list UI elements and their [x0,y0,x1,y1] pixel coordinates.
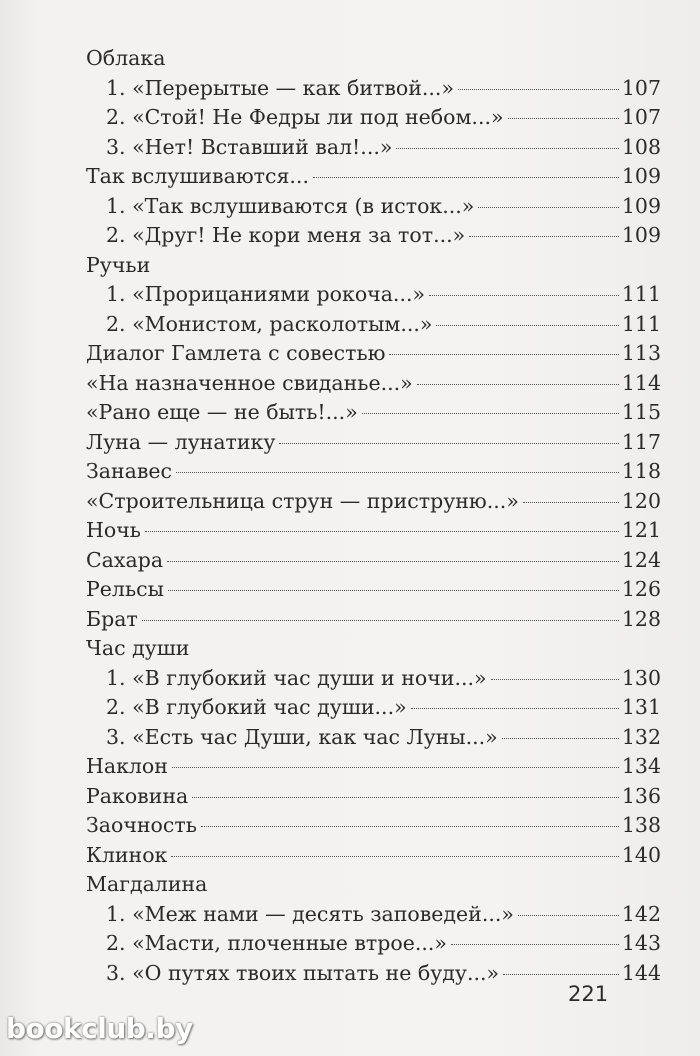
dot-leader [171,856,618,857]
dot-leader [362,413,619,414]
toc-entry-title: 2. «Масти, плоченные втрое...» [106,931,447,955]
toc-entry-page: 118 [621,459,661,483]
toc-entry-title: Занавес [86,459,173,483]
dot-leader [417,384,619,385]
toc-entry [86,870,661,900]
toc-entry-page: 108 [621,134,661,159]
toc-entry-page: 144 [621,960,661,985]
toc-subentry [86,723,661,753]
toc-entry [86,546,661,576]
toc-entry-title: Так вслушиваются... [86,164,309,188]
toc-entry [86,516,661,546]
toc-entry-title: Клинок [86,842,168,867]
toc-entry-title: «На назначенное свиданье...» [86,370,413,395]
toc-entry [86,339,661,369]
table-of-contents [86,44,661,988]
toc-entry [86,841,661,871]
toc-entry-page: 136 [621,783,661,808]
toc-entry-title: 1. «Перерытые — как битвой...» [106,75,454,100]
toc-entry-page: 115 [621,400,661,424]
toc-entry-title: Час души [86,636,190,660]
toc-entry-title: 1. «В глубокий час души и ночи...» [106,665,487,690]
toc-entry-page: 111 [621,282,661,306]
toc-entry-page: 111 [621,311,661,336]
toc-entry-title: 3. «Нет! Вставший вал!...» [106,134,393,159]
toc-entry-title: Луна — лунатику [86,429,276,454]
dot-leader [279,443,618,444]
toc-entry [86,634,661,664]
toc-subentry [86,310,661,340]
toc-entry-title: 1. «Так вслушиваются (в исток...» [106,193,475,218]
dot-leader [192,797,619,798]
toc-entry [86,752,661,782]
toc-subentry [86,221,661,251]
toc-subentry [86,103,661,133]
toc-entry [86,398,661,428]
dot-leader [389,354,618,355]
toc-subentry [86,693,661,723]
toc-entry-page: 130 [621,665,661,690]
toc-entry [86,162,661,192]
toc-entry-page: 124 [621,547,661,572]
dot-leader [502,738,619,739]
dot-leader [168,590,619,591]
toc-entry-title: 1. «Прорицаниями рокоча...» [106,282,426,306]
dot-leader [429,295,619,296]
toc-entry-page: 128 [621,606,661,631]
toc-entry-page: 107 [621,105,661,129]
toc-entry [86,428,661,458]
dot-leader [518,915,619,916]
toc-entry [86,369,661,399]
dot-leader [436,325,618,326]
toc-subentry [86,929,661,959]
toc-subentry [86,192,661,222]
toc-subentry [86,133,661,163]
toc-entry-title: Сахара [86,547,164,572]
toc-subentry [86,74,661,104]
toc-entry [86,575,661,605]
toc-entry-title: 3. «Есть час Души, как час Луны...» [106,724,498,749]
toc-entry-page: 114 [621,370,661,395]
toc-entry [86,44,661,74]
toc-entry-title: Раковина [86,783,189,808]
toc-entry-title: 2. «Друг! Не кори меня за тот...» [106,223,466,247]
toc-entry-page: 138 [621,813,661,837]
toc-entry-title: «Строительница струн — приструню...» [86,488,519,513]
toc-entry-title: Наклон [86,754,168,778]
toc-entry-page: 109 [621,223,661,247]
dot-leader [411,708,619,709]
dot-leader [176,472,619,473]
dot-leader [172,767,619,768]
dot-leader [508,118,619,119]
dot-leader [451,944,619,945]
toc-subentry [86,280,661,310]
dot-leader [523,502,619,503]
toc-entry-title: Ручьи [86,252,151,277]
toc-subentry [86,664,661,694]
toc-entry [86,487,661,517]
watermark: bookclub.by [6,1012,193,1045]
toc-entry [86,811,661,841]
toc-entry [86,782,661,812]
dot-leader [201,826,619,827]
toc-entry [86,251,661,281]
toc-entry-page: 142 [621,901,661,926]
toc-entry-page: 117 [621,429,661,454]
dot-leader [458,89,619,90]
dot-leader [167,561,619,562]
dot-leader [478,207,619,208]
dot-leader [491,679,619,680]
toc-entry-page: 109 [621,164,661,188]
toc-entry-page: 121 [621,518,661,542]
toc-entry-title: «Рано еще — не быть!...» [86,400,358,424]
toc-entry-page: 143 [621,931,661,955]
page-number: 221 [568,982,609,1006]
dot-leader [396,148,618,149]
toc-entry-page: 120 [621,488,661,513]
toc-entry-page: 140 [621,842,661,867]
toc-entry-page: 134 [621,754,661,778]
toc-entry-title: Диалог Гамлета с совестью [86,341,386,365]
toc-entry-page: 113 [621,341,661,365]
toc-entry-title: 2. «Стой! Не Федры ли под небом...» [106,105,504,129]
toc-entry-page: 132 [621,724,661,749]
toc-entry-title: Рельсы [86,577,164,601]
toc-entry [86,457,661,487]
toc-entry-page: 107 [621,75,661,100]
toc-entry-title: 3. «О путях твоих пытать не буду...» [106,960,500,985]
dot-leader [503,974,619,975]
toc-entry-title: 1. «Меж нами — десять заповедей...» [106,901,514,926]
toc-entry [86,605,661,635]
toc-entry-title: Облака [86,46,166,70]
dot-leader [469,236,619,237]
toc-entry-page: 126 [621,577,661,601]
toc-entry-page: 131 [621,695,661,719]
dot-leader [145,531,619,532]
toc-entry-title: 2. «В глубокий час души...» [106,695,407,719]
toc-entry-title: Ночь [86,518,141,542]
toc-entry-page: 109 [621,193,661,218]
dot-leader [142,620,619,621]
toc-entry-title: Магдалина [86,872,208,896]
dot-leader [313,177,619,178]
toc-subentry [86,900,661,930]
toc-entry-title: Заочность [86,813,197,837]
toc-entry-title: 2. «Монистом, расколотым...» [106,311,433,336]
toc-entry-title: Брат [86,606,138,631]
